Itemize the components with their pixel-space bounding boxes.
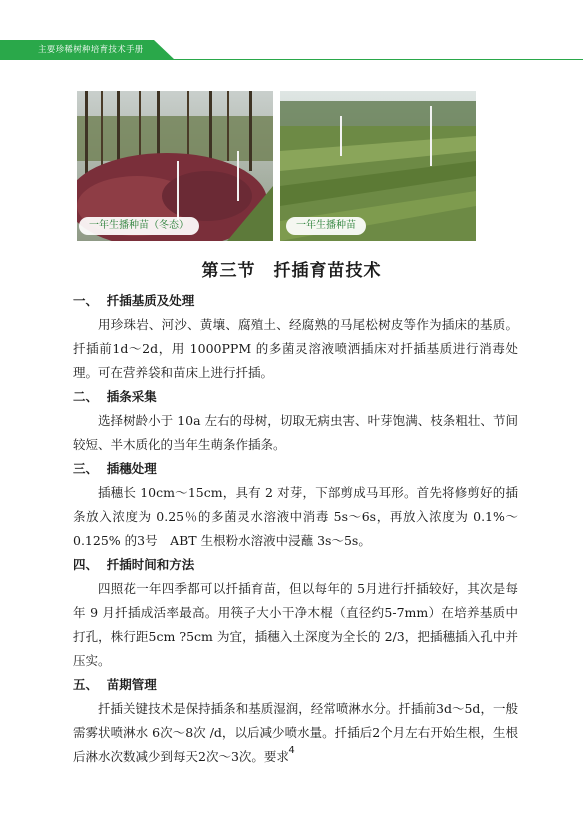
section-title: 第三节 扦插育苗技术 (201, 261, 382, 281)
section-heading: 四、 扦插时间和方法 (73, 557, 195, 572)
section-paragraph: 扦插关键技术是保持插条和基质湿润，经常喷淋水分。扦插前3d～5d，一般需雾状喷淋水 6次～8次 /d，以后减少喷水量。扦插后2个月左右开始生根，生根后淋水次数减少到每天2次～3次。要求 (73, 701, 518, 764)
section-heading: 一、 扦插基质及处理 (73, 293, 195, 308)
section-paragraph: 插穗长 10cm～15cm，具有 2 对芽，下部剪成马耳形。首先将修剪好的插条放入浓度为 0.25％的多菌灵水溶液中消毒 5s～6s，再放入浓度为 0.1%～0.125% 的3号 ABT 生根粉水溶液中浸蘸 3s～5s。 (73, 485, 518, 548)
photo-caption-winter: 一年生播种苗（冬态） (79, 217, 199, 235)
seedling-photo-winter (77, 91, 273, 241)
section-paragraph: 用珍珠岩、河沙、黄壤、腐殖土、经腐熟的马尾松树皮等作为插床的基质。扦插前1d～2d，用 1000PPM 的多菌灵溶液喷洒插床对扦插基质进行消毒处理。可在营养袋和苗床上进行扦插。 (73, 317, 518, 380)
section-heading: 五、 苗期管理 (73, 677, 157, 692)
seedling-photo (280, 91, 476, 241)
section-paragraph: 四照花一年四季都可以扦插育苗，但以每年的 5月进行扦插较好，其次是每年 9 月扦插成活率最高。用筷子大小干净木棍（直径约5-7mm）在培养基质中打孔，株行距5cm ?5cm 为宜，插穗入土深度为全长的 2/3，把插穗插入孔中并压实。 (73, 581, 518, 668)
photo-caption: 一年生播种苗 (286, 217, 366, 235)
section-heading: 二、 插条采集 (73, 389, 157, 404)
main-content (73, 289, 518, 769)
running-header: 主要珍稀树种培育技术手册 (38, 45, 144, 55)
section-heading: 三、 插穗处理 (73, 461, 157, 476)
header-rule (0, 59, 583, 60)
page-number: 4 (288, 745, 295, 756)
section-paragraph: 选择树龄小于 10a 左右的母树，切取无病虫害、叶芽饱满、枝条粗壮、节间较短、半木质化的当年生萌条作插条。 (73, 413, 518, 452)
